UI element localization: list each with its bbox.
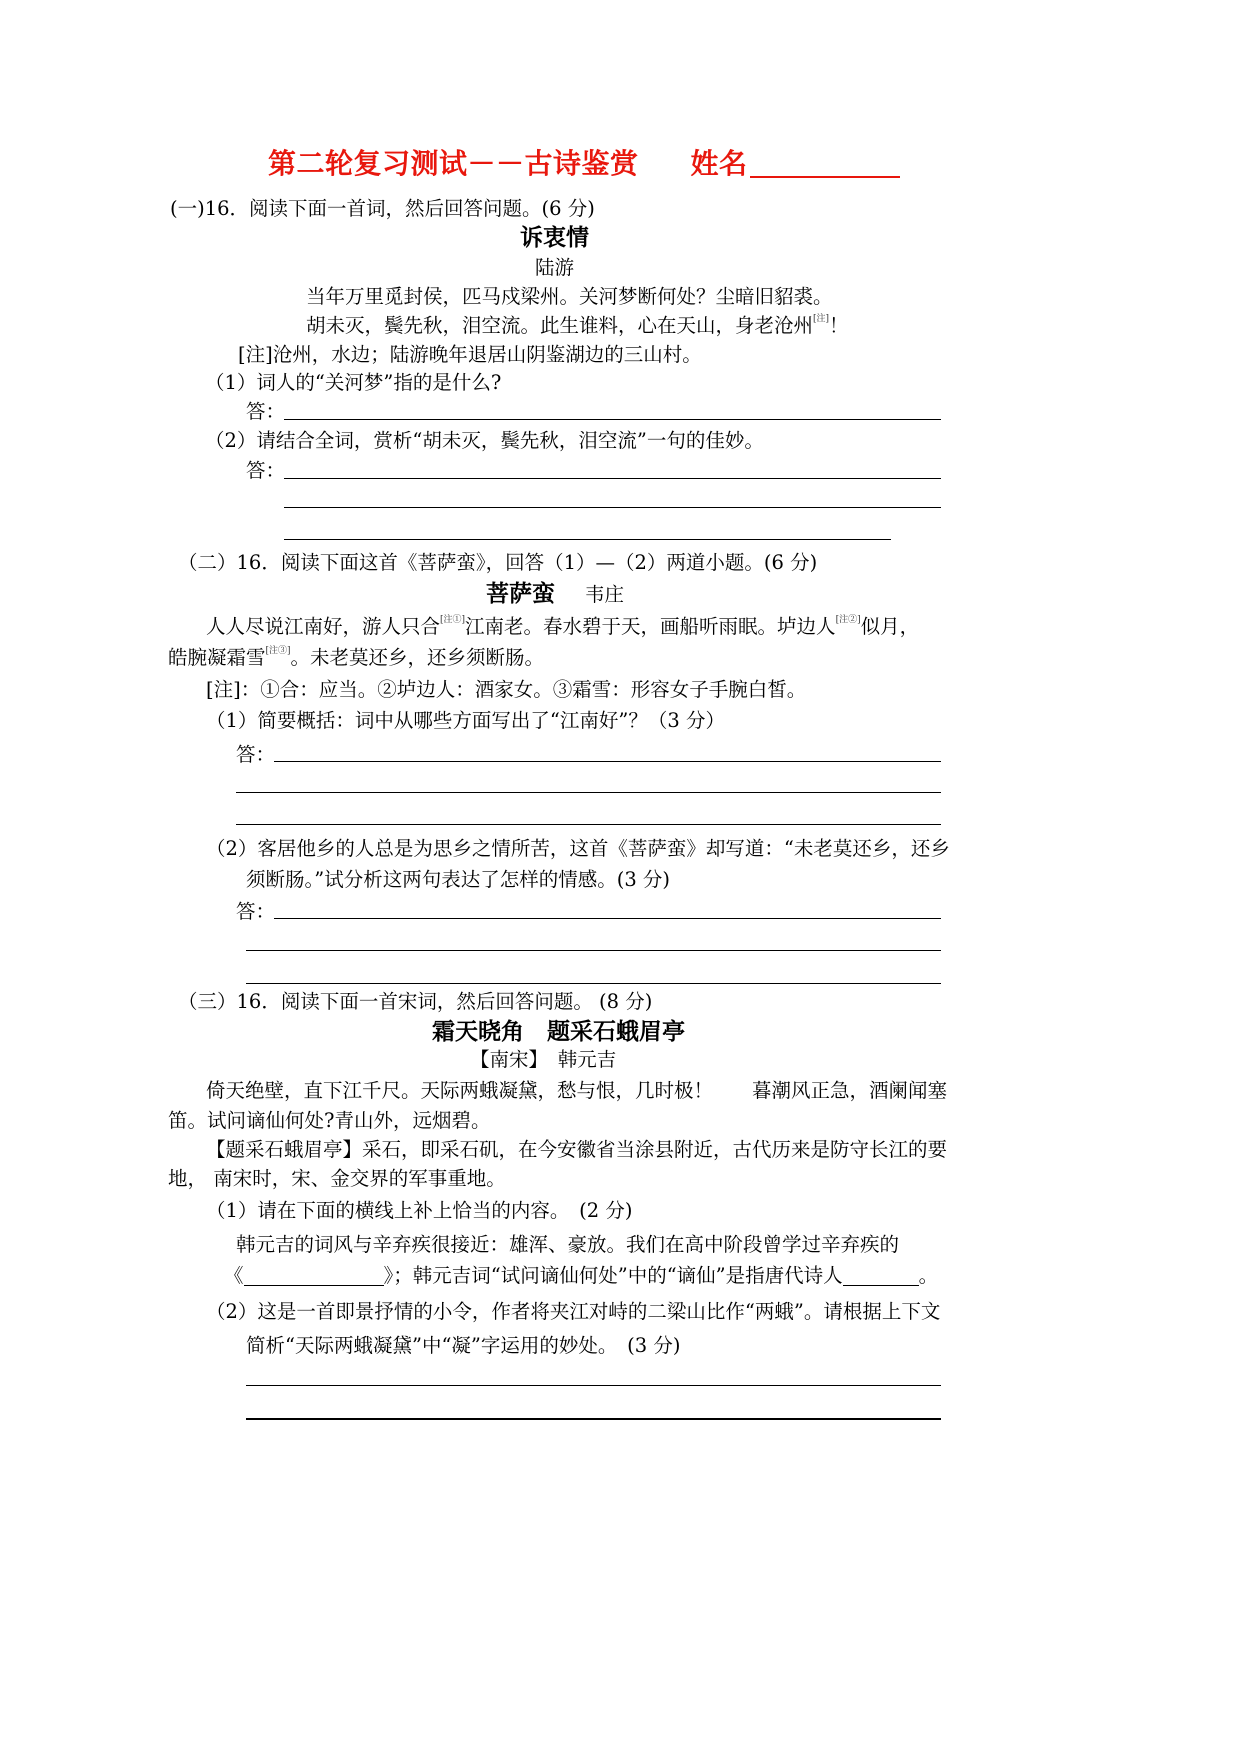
s1-q2-answer-label: 答： <box>246 459 286 482</box>
s1-q1-answer-label: 答： <box>246 400 286 423</box>
poem1-note: [注]沧州，水边；陆游晚年退居山阴鉴湖边的三山村。 <box>238 343 702 366</box>
poem3-note-line2: 地， 南宋时，宋、金交界的军事重地。 <box>168 1167 506 1190</box>
name-blank[interactable] <box>750 150 900 178</box>
s3-q1-end-period: 。 <box>918 1264 939 1287</box>
poem1-author: 陆游 <box>535 256 575 279</box>
s2-question-2-line2: 须断肠。”试分析这两句表达了怎样的情感。(3 分) <box>246 868 671 891</box>
poem2-title: 菩萨蛮 <box>486 580 555 607</box>
poem2-note: [注]：①合：应当。②垆边人：酒家女。③霜雪：形容女子手腕白皙。 <box>206 678 807 701</box>
poem2-text-a: 人人尽说江南好，游人只合 <box>206 615 441 638</box>
s3-question-2-line1: （2）这是一首即景抒情的小令，作者将夹江对峙的二梁山比作“两蛾”。请根据上下文 <box>206 1300 941 1323</box>
poem2-text-b: 江南老。春水碧于天，画船听雨眠。垆边人 <box>465 615 836 638</box>
s3-q1-poet-blank[interactable] <box>843 1267 919 1286</box>
poem1-line2 <box>306 316 849 336</box>
poem2-heading <box>486 582 624 605</box>
s2-q2-answer-line-1[interactable] <box>274 918 941 919</box>
section2-label: （二） <box>178 551 237 574</box>
poem2-note-marker-3: [注③] <box>265 646 291 656</box>
s1-q1-answer-line[interactable] <box>284 419 941 420</box>
s3-q1-title-blank[interactable] <box>244 1267 384 1286</box>
s3-q2-answer-line-1[interactable] <box>246 1385 941 1386</box>
s3-q1-text-line1: 韩元吉的词风与辛弃疾很接近：雄浑、豪放。我们在高中阶段曾学过辛弃疾的 <box>236 1233 900 1256</box>
section1-label: (一) <box>170 197 205 220</box>
s1-question-2: （2）请结合全词，赏析“胡未灭，鬓先秋，泪空流”一句的佳妙。 <box>205 429 764 452</box>
poem1-title: 诉衷情 <box>520 224 589 251</box>
poem2-text-d: 皓腕凝霜雪 <box>168 646 266 669</box>
s1-q2-answer-line-3[interactable] <box>284 539 891 540</box>
poem2-text-e: 。未老莫还乡，还乡须断肠。 <box>290 646 545 669</box>
s1-q2-answer-line-1[interactable] <box>284 478 941 479</box>
poem2-text-c: 似月， <box>860 615 920 638</box>
s2-q1-answer-label: 答： <box>236 743 276 766</box>
poem1-line2-end: ！ <box>829 314 849 337</box>
poem1-line1: 当年万里觅封侯，匹马戍梁州。关河梦断何处？尘暗旧貂裘。 <box>306 285 833 308</box>
section3-label: （三） <box>178 990 237 1013</box>
section3-intro-text: 16．阅读下面一首宋词，然后回答问题。 (8 分) <box>236 990 653 1013</box>
s1-question-1: （1）词人的“关河梦”指的是什么? <box>205 371 502 394</box>
poem1-note-marker: [注] <box>813 314 830 324</box>
section1-intro <box>170 199 595 219</box>
poem2-body-line2 <box>168 648 544 668</box>
poem3-body-line1: 倚天绝壁，直下江千尺。天际两蛾凝黛，愁与恨，几时极！ 暮潮风正急，酒阑闻塞 <box>206 1079 948 1102</box>
poem2-author: 韦庄 <box>585 583 625 606</box>
section3-intro <box>178 992 652 1012</box>
s3-q1-mid-text: 》；韩元吉词“试问谪仙何处”中的“谪仙”是指唐代诗人 <box>383 1264 843 1287</box>
s2-q1-answer-line-3[interactable] <box>236 824 941 825</box>
exam-title <box>268 147 900 180</box>
s2-q1-answer-line-1[interactable] <box>274 761 941 762</box>
s3-q1-text-line2 <box>224 1266 938 1286</box>
s1-q2-answer-line-2[interactable] <box>284 507 941 508</box>
poem2-body-line1 <box>206 617 919 637</box>
s2-question-2-line1: （2）客居他乡的人总是为思乡之情所苦，这首《菩萨蛮》却写道：“未老莫还乡，还乡 <box>206 837 950 860</box>
s3-q2-answer-line-2[interactable] <box>246 1418 941 1420</box>
s3-question-1: （1）请在下面的横线上补上恰当的内容。 (2 分) <box>206 1199 633 1222</box>
section2-intro-text: 16．阅读下面这首《菩萨蛮》，回答（1）—（2）两道小题。(6 分) <box>236 551 818 574</box>
poem3-body-line2: 笛。试问谪仙何处?青山外，远烟碧。 <box>168 1109 491 1132</box>
section2-intro <box>178 553 817 573</box>
s2-q2-answer-line-3[interactable] <box>246 983 941 984</box>
s3-q1-open-bracket: 《 <box>224 1264 244 1287</box>
poem2-note-marker-1: [注①] <box>440 615 466 625</box>
poem1-line2-text: 胡未灭，鬓先秋，泪空流。此生谁料，心在天山，身老沧州 <box>306 314 814 337</box>
s2-question-1: （1）简要概括：词中从哪些方面写出了“江南好”？（3 分） <box>206 709 725 732</box>
poem3-author: 【南宋】 韩元吉 <box>470 1048 617 1071</box>
s2-q2-answer-label: 答： <box>236 900 276 923</box>
poem3-title: 霜天晓角 题采石蛾眉亭 <box>432 1018 685 1045</box>
s2-q1-answer-line-2[interactable] <box>236 792 941 793</box>
title-text: 第二轮复习测试－－古诗鉴赏 <box>268 147 639 180</box>
name-label: 姓名 <box>690 147 748 180</box>
poem2-note-marker-2: [注②] <box>835 615 861 625</box>
s2-q2-answer-line-2[interactable] <box>246 950 941 951</box>
s3-question-2-line2: 简析“天际两蛾凝黛”中“凝”字运用的妙处。 (3 分) <box>246 1334 681 1357</box>
section1-intro-text: 16．阅读下面一首词，然后回答问题。(6 分) <box>204 197 595 220</box>
poem3-note-line1: 【题采石蛾眉亭】采石，即采石矶，在今安徽省当涂县附近，古代历来是防守长江的要 <box>206 1138 948 1161</box>
